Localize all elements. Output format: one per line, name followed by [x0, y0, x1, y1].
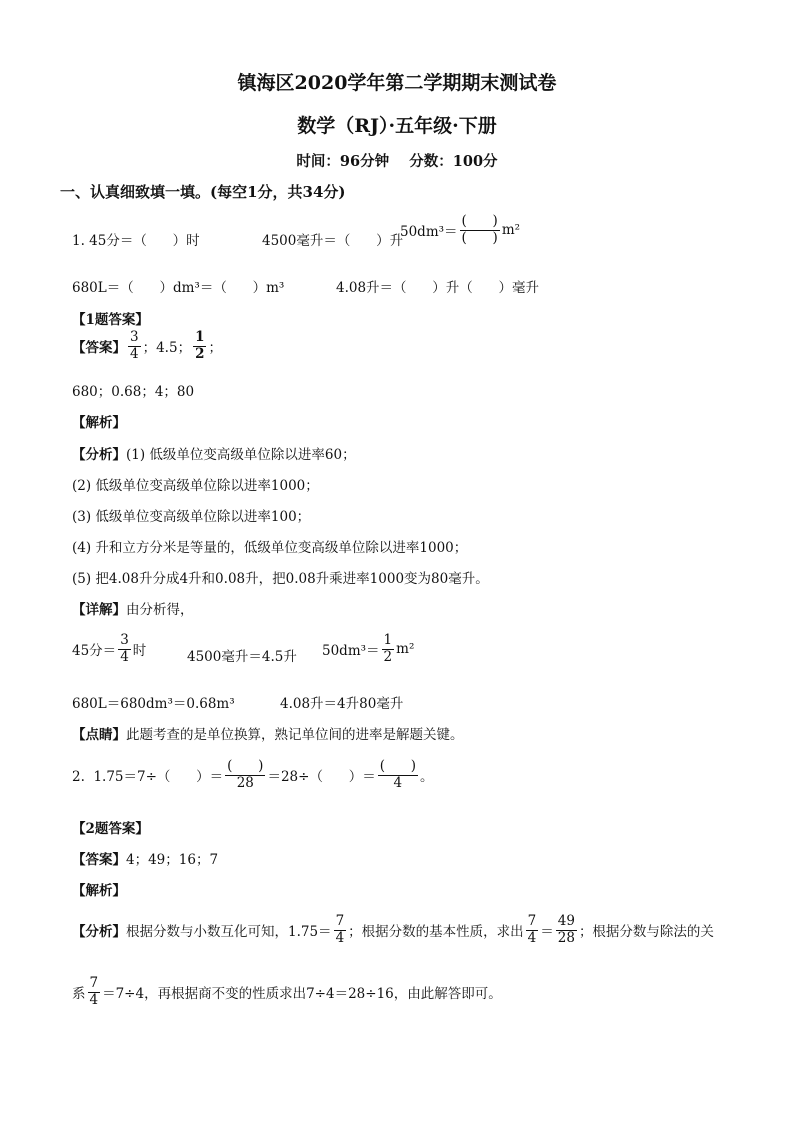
xiangjie-label: 【详解】 [72, 602, 126, 618]
fenxi-fraction-3 [556, 914, 577, 946]
fraction-denominator: 4 [130, 345, 139, 362]
dianjing-text: 此题考查的是单位换算，熟记单位间的进率是解题关键。 [126, 727, 464, 743]
q2-answer [72, 848, 218, 868]
fenxi-fraction-1 [334, 914, 347, 946]
fraction-numerator: 7 [89, 975, 99, 991]
q1-detail-5: 4.08升＝4升80毫升 [280, 696, 404, 712]
fraction-denominator: 4 [89, 991, 99, 1008]
fenxi-fraction-2 [526, 914, 539, 946]
fraction-denominator: 4 [527, 929, 537, 946]
fraction-denominator: 28 [236, 774, 254, 791]
fenxi-text-d: ；根据分数与除法的关 [578, 924, 714, 941]
q1-answer-line2: 680；0.68；4；80 [72, 384, 195, 400]
q1-analysis-tag: 【解析】 [72, 415, 126, 431]
q2-fenxi-line2 [72, 976, 502, 1008]
section-heading: 一、认真细致填一填。(每空1分，共34分) [60, 183, 346, 201]
fraction-denominator: 2 [195, 345, 205, 362]
fraction-numerator: ( ) [461, 213, 498, 229]
detail-lhs: 50dm³＝ [322, 643, 380, 660]
fraction-denominator: 4 [120, 648, 129, 665]
q1-fenxi-1 [72, 443, 356, 463]
q1-detail-1 [72, 633, 146, 665]
q2-mid: ＝28÷（ ）＝ [267, 769, 376, 786]
fraction-denominator: 4 [335, 929, 345, 946]
q2-analysis-tag: 【解析】 [72, 883, 126, 899]
answer-mid: ；4.5； [142, 340, 192, 357]
q1-item-b: 4500毫升＝（ ）升 [262, 233, 404, 249]
answer-label: 【答案】 [72, 852, 126, 868]
fenxi-label: 【分析】 [72, 924, 126, 941]
q1-item-c [400, 214, 520, 246]
detail-lhs: 45分＝ [72, 643, 117, 660]
exam-time-score: 时间：96分钟 分数：100分 [296, 153, 498, 170]
q1-fenxi-3: (3) 低级单位变高级单位除以进率100； [72, 509, 311, 525]
q1-fenxi-5: (5) 把4.08升分成4升和0.08升，把0.08升乘进率1000变为80毫升。 [72, 571, 489, 587]
fenxi-fraction [88, 976, 101, 1008]
fraction-numerator: 3 [130, 329, 139, 345]
q1-item-c-lhs: 50dm³＝ [400, 224, 458, 241]
fraction-numerator: 7 [335, 913, 345, 929]
q2-end: 。 [419, 769, 434, 786]
fraction-numerator: ( ) [227, 758, 264, 774]
answer-label: 【答案】 [72, 340, 126, 357]
q1-item-c-unit: m² [501, 222, 521, 239]
q1-answer [72, 330, 222, 362]
q1-detail-3 [322, 633, 414, 665]
fenxi-text: (1) 低级单位变高级单位除以进率60； [126, 447, 356, 463]
q1-fenxi-4: (4) 升和立方分米是等量的，低级单位变高级单位除以进率1000； [72, 540, 468, 556]
q2-question [72, 759, 433, 791]
q1-dianjing [72, 723, 464, 743]
fenxi-text-b: ；根据分数的基本性质，求出 [348, 924, 524, 941]
q2-prefix: 2. 1.75＝7÷（ ）＝ [72, 769, 224, 786]
q2-answer-tag: 【2题答案】 [72, 821, 149, 837]
q1-xiangjie [72, 598, 194, 618]
fenxi-text-a: 系 [72, 986, 86, 1003]
page-subtitle: 数学（RJ）·五年级·下册 [297, 115, 497, 137]
q1-item-d: 680L＝（ ）dm³＝（ ）m³ [72, 280, 285, 296]
detail-unit: m² [396, 641, 415, 658]
fenxi-label: 【分析】 [72, 447, 126, 463]
fraction-numerator: 1 [383, 632, 393, 648]
q2-fraction-1 [225, 759, 265, 791]
fenxi-text-c: ＝ [540, 924, 554, 941]
q2-fenxi-line1 [72, 914, 714, 946]
fraction-numerator: ( ) [379, 758, 416, 774]
q1-item-c-fraction [460, 214, 500, 246]
q1-answer-tag: 【1题答案】 [72, 312, 149, 328]
xiangjie-text: 由分析得， [126, 602, 194, 618]
detail-fraction [382, 633, 395, 665]
answer-fraction-2 [193, 330, 206, 362]
fenxi-text-a: 根据分数与小数互化可知，1.75＝ [126, 924, 332, 941]
q1-item-e: 4.08升＝（ ）升（ ）毫升 [336, 280, 540, 296]
answer-fraction-1 [128, 330, 141, 362]
q2-fraction-2 [378, 759, 418, 791]
fraction-denominator: 28 [557, 929, 575, 946]
fenxi-text-b: ＝7÷4，再根据商不变的性质求出7÷4＝28÷16，由此解答即可。 [102, 986, 502, 1003]
detail-fraction [118, 633, 131, 665]
page-title: 镇海区2020学年第二学期期末测试卷 [237, 72, 557, 94]
fraction-denominator: ( ) [461, 229, 498, 246]
fraction-denominator: 2 [383, 648, 393, 665]
q1-fenxi-2: (2) 低级单位变高级单位除以进率1000； [72, 478, 319, 494]
fraction-numerator: 7 [527, 913, 537, 929]
answer-end: ； [208, 340, 222, 357]
q1-detail-2: 4500毫升＝4.5升 [187, 649, 297, 665]
dianjing-label: 【点睛】 [72, 727, 126, 743]
fraction-numerator: 3 [120, 632, 129, 648]
q1-item-a: 1. 45分＝（ ）时 [72, 233, 200, 249]
q1-detail-4: 680L＝680dm³＝0.68m³ [72, 696, 235, 712]
fraction-numerator: 49 [557, 913, 575, 929]
fraction-denominator: 4 [393, 774, 403, 791]
fraction-numerator: 1 [195, 329, 205, 345]
answer-text: 4；49；16；7 [126, 852, 219, 868]
detail-unit: 时 [132, 643, 147, 660]
